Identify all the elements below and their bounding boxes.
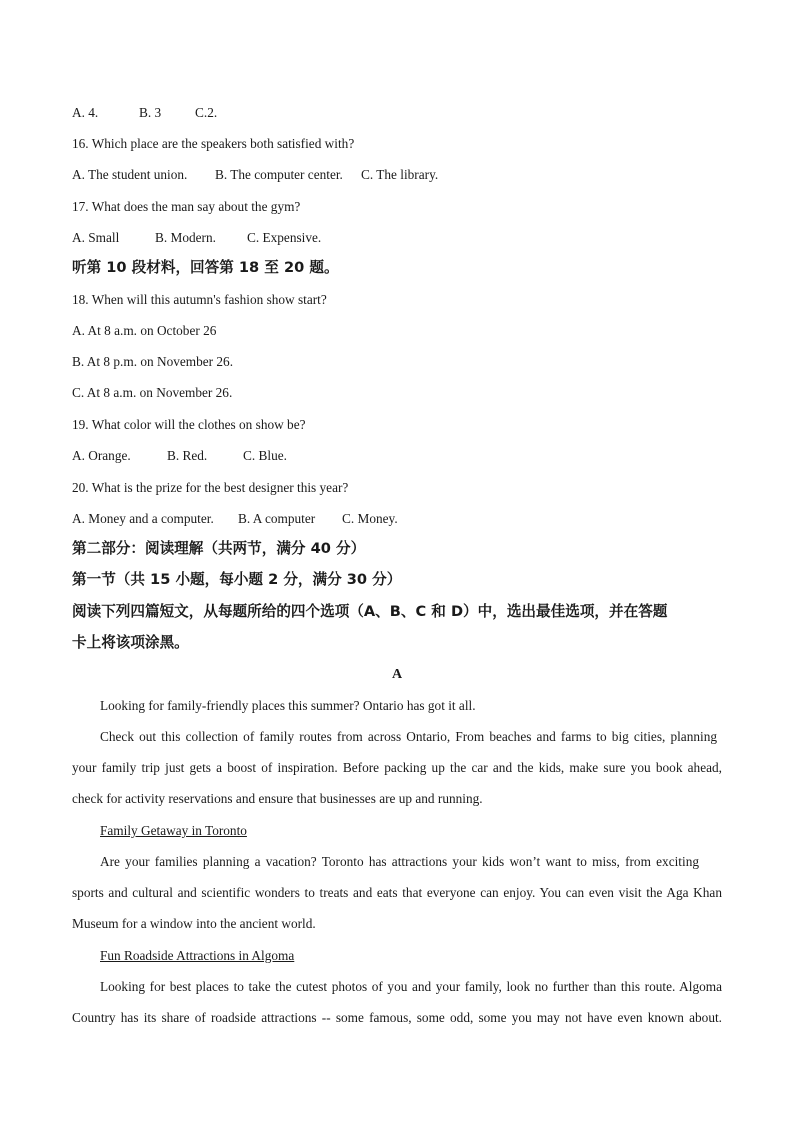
q15-option-b: B. 3	[139, 105, 162, 120]
q20-option-c: C. Money.	[342, 511, 398, 526]
q15-option-c: C.2.	[195, 105, 218, 120]
passage-a-heading-toronto: Family Getaway in Toronto	[100, 823, 247, 838]
q19-option-a: A. Orange.	[72, 448, 131, 463]
q15-option-a: A. 4.	[72, 105, 99, 120]
passage-a-p3-line1: Looking for best places to take the cutest photos of you and your family, look no further than this route. Algoma	[100, 979, 722, 994]
q18-option-a: A. At 8 a.m. on October 26	[72, 323, 217, 338]
part2-section1-heading: 第一节（共 15 小题，每小题 2 分，满分 30 分）	[72, 571, 402, 588]
q16-option-a: A. The student union.	[72, 167, 188, 182]
q16-option-b: B. The computer center.	[215, 167, 343, 182]
part2-instruction-line1: 阅读下列四篇短文，从每题所给的四个选项（A、B、C 和 D）中，选出最佳选项，并在答题	[72, 603, 668, 620]
part2-heading: 第二部分：阅读理解（共两节，满分 40 分）	[72, 540, 366, 557]
passage-a-p3-line2: Country has its share of roadside attractions -- some famous, some odd, some you may not have even known about.	[72, 1010, 722, 1025]
q17-options	[72, 229, 321, 247]
q18-question: 18. When will this autumn's fashion show start?	[72, 292, 327, 307]
q16-option-c: C. The library.	[361, 167, 439, 182]
q17-option-c: C. Expensive.	[247, 230, 322, 245]
q17-option-a: A. Small	[72, 230, 120, 245]
passage-a-p1-line3: check for activity reservations and ensure that businesses are up and running.	[72, 791, 483, 806]
passage-a-p2-line1: Are your families planning a vacation? Toronto has attractions your kids won’t want to miss, from exciting	[100, 854, 699, 869]
passage-a-p2-line2: sports and cultural and scientific wonders to treats and eats that everyone can enjoy. You can even visit the Aga Khan	[72, 885, 722, 900]
q17-option-b: B. Modern.	[155, 230, 216, 245]
q20-option-b: B. A computer	[238, 511, 316, 526]
passage-a-p2-line3: Museum for a window into the ancient world.	[72, 916, 316, 931]
q19-option-c: C. Blue.	[243, 448, 287, 463]
q20-question: 20. What is the prize for the best designer this year?	[72, 480, 349, 495]
part2-instruction-line2: 卡上将该项涂黑。	[72, 634, 189, 651]
passage-a-intro: Looking for family-friendly places this summer? Ontario has got it all.	[100, 698, 476, 713]
q20-options	[72, 510, 398, 528]
q18-option-b: B. At 8 p.m. on November 26.	[72, 354, 234, 369]
q20-option-a: A. Money and a computer.	[72, 511, 214, 526]
q18-option-c: C. At 8 a.m. on November 26.	[72, 385, 233, 400]
q15-options	[72, 104, 217, 122]
q17-question: 17. What does the man say about the gym?	[72, 199, 301, 214]
q16-options	[72, 166, 438, 184]
q19-option-b: B. Red.	[167, 448, 208, 463]
passage-a-heading-algoma: Fun Roadside Attractions in Algoma	[100, 948, 295, 963]
passage-a-p1-line1: Check out this collection of family routes from across Ontario, From beaches and farms to big cities, planning	[100, 729, 717, 744]
q16-question: 16. Which place are the speakers both satisfied with?	[72, 136, 355, 151]
section10-instruction: 听第 10 段材料，回答第 18 至 20 题。	[72, 259, 339, 276]
passage-a-p1-line2: your family trip just gets a boost of inspiration. Before packing up the car and the kids, make sure you book ahead,	[72, 760, 722, 775]
passage-a-label: A	[391, 667, 403, 682]
q19-question: 19. What color will the clothes on show be?	[72, 417, 306, 432]
q19-options	[72, 447, 287, 465]
